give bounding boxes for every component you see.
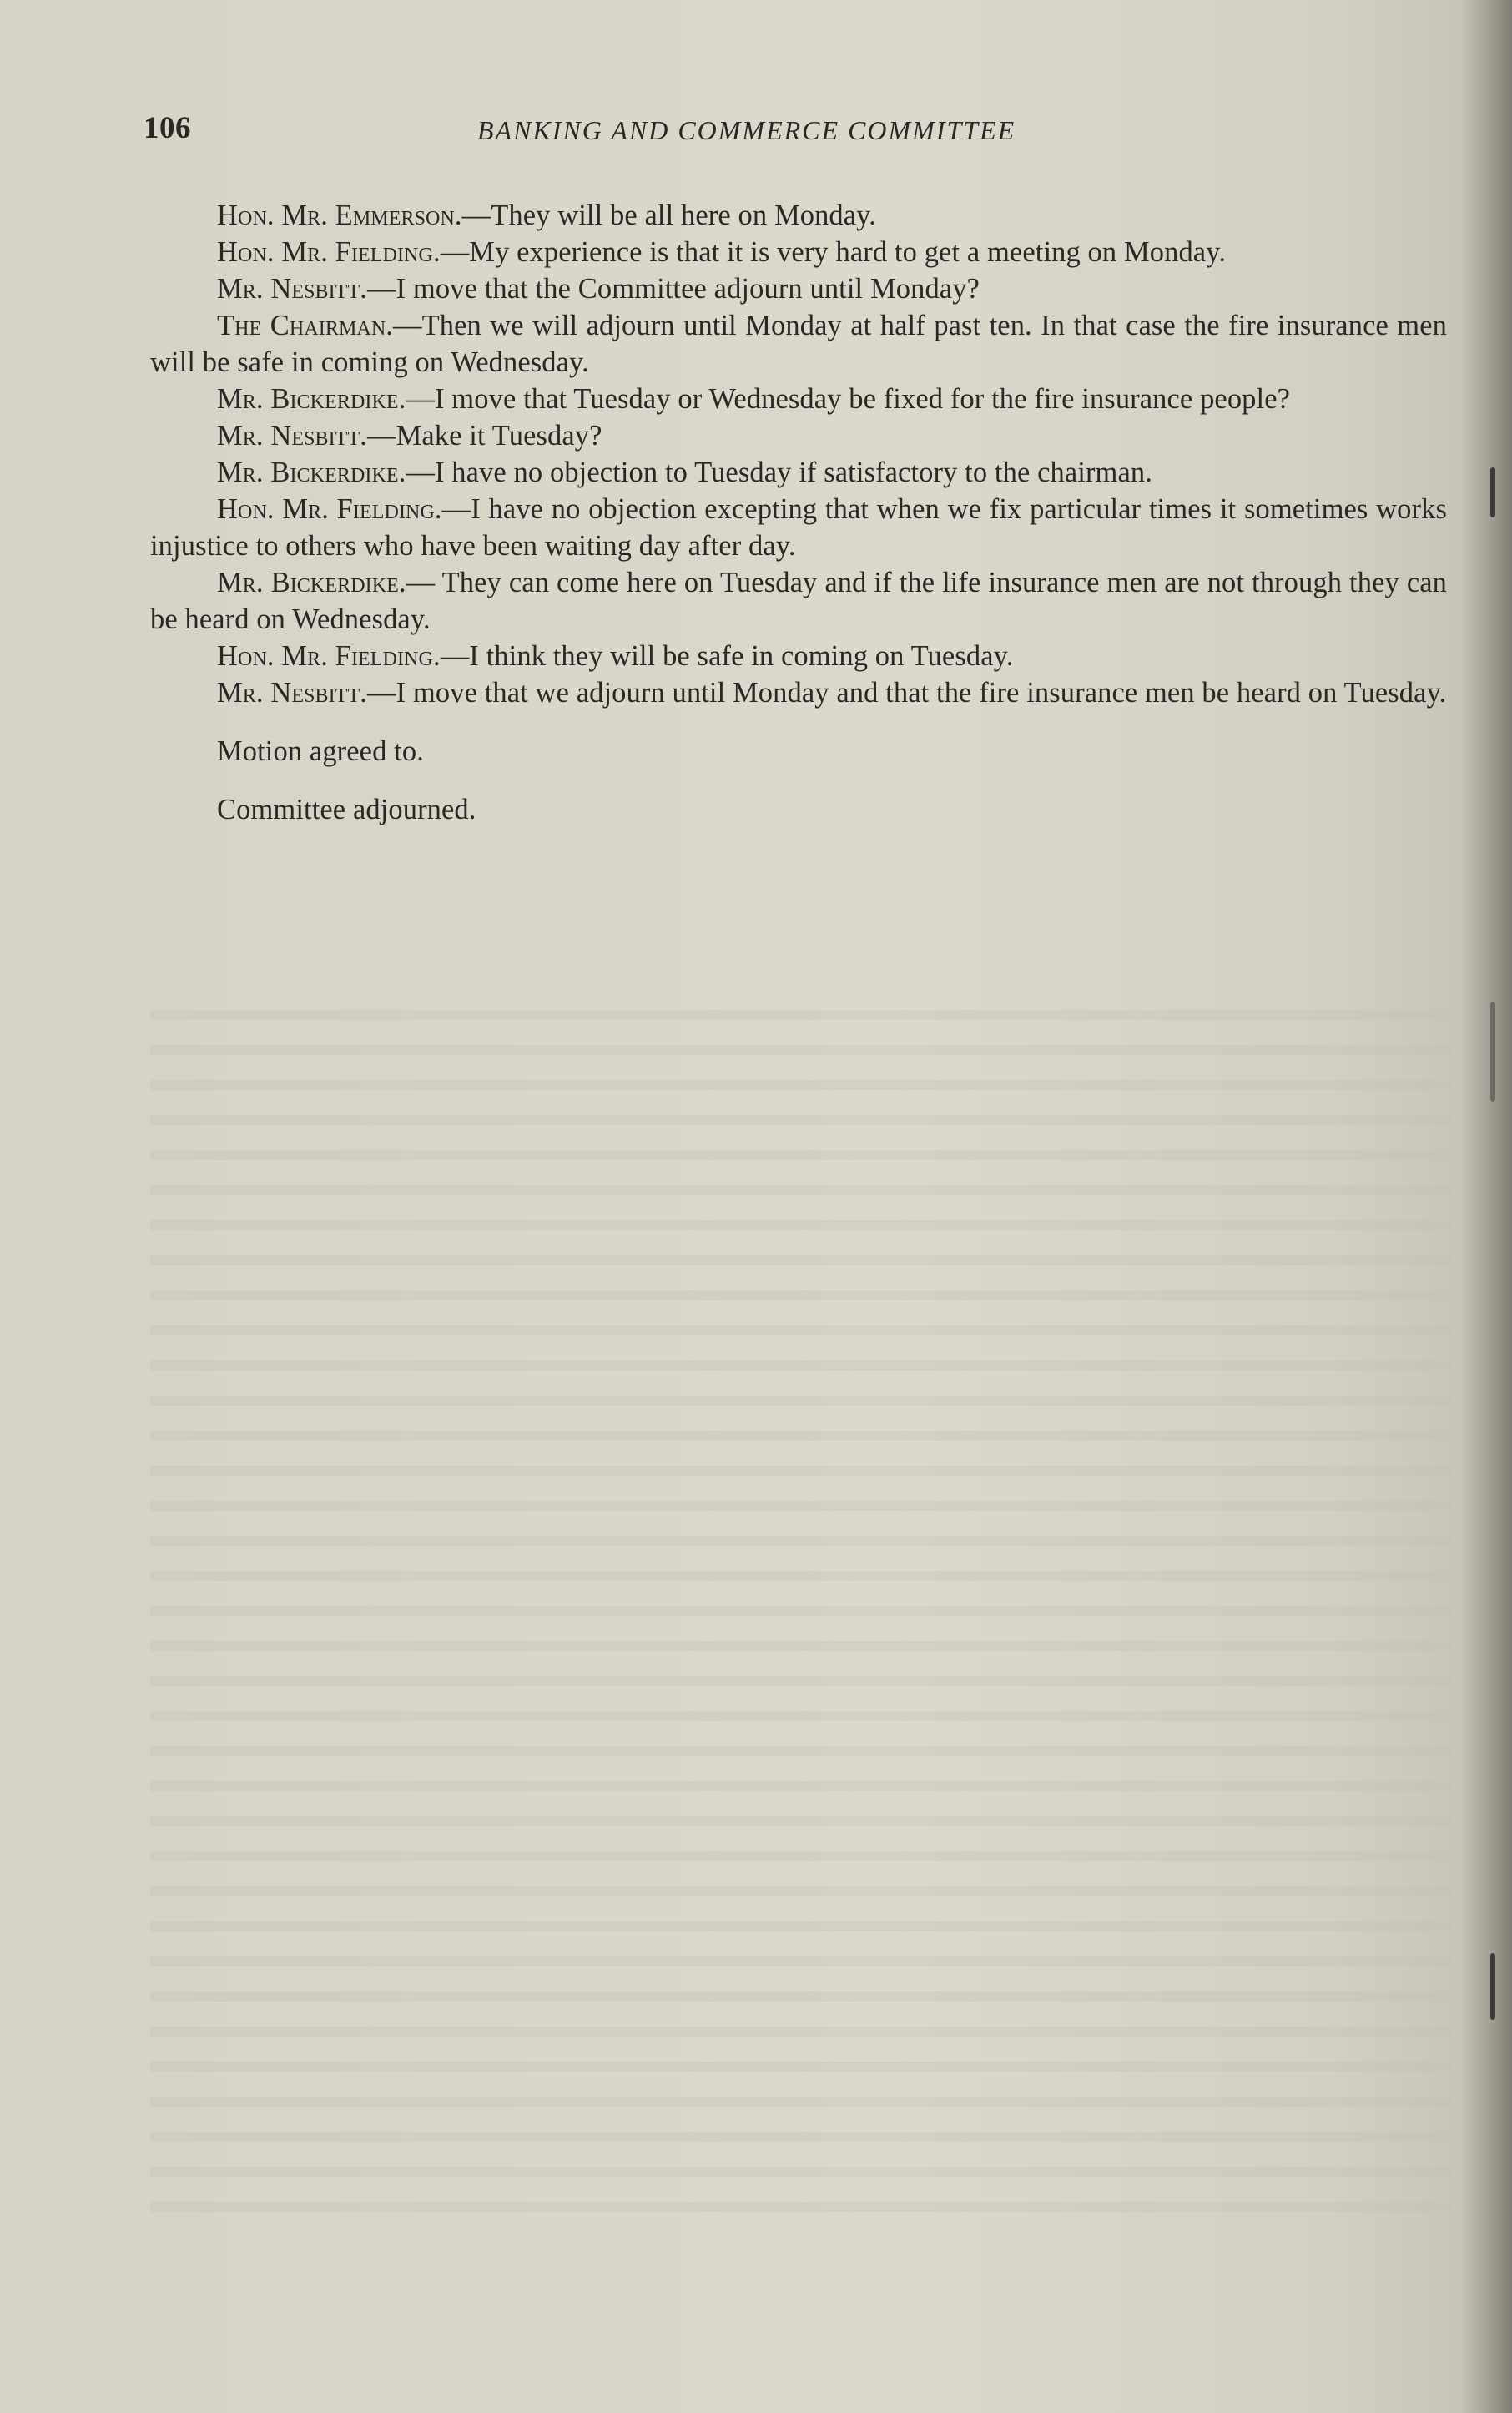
running-head: BANKING AND COMMERCE COMMITTEE (477, 115, 1016, 145)
edge-mark (1490, 1002, 1495, 1102)
transcript-paragraph (150, 417, 1447, 454)
speaker-name: Mr. Nesbitt. (217, 420, 368, 452)
transcript-paragraph (150, 270, 1447, 307)
speaker-name: Hon. Mr. Fielding. (217, 236, 441, 268)
edge-mark (1490, 1953, 1495, 2020)
speaker-name: Mr. Bickerdike. (217, 383, 406, 415)
speaker-name: Mr. Bickerdike. (217, 567, 406, 598)
speaker-name: Mr. Nesbitt. (217, 677, 368, 709)
transcript-body (150, 197, 1447, 828)
transcript-paragraph (150, 197, 1447, 234)
speech-text: —Make it Tuesday? (367, 420, 602, 452)
speaker-name: Mr. Nesbitt. (217, 273, 368, 305)
transcript-paragraph (150, 674, 1447, 711)
speaker-name: Hon. Mr. Emmerson. (217, 199, 462, 231)
transcript-paragraph (150, 454, 1447, 491)
speech-text: —I move that we adjourn until Monday and that the fire insurance men be heard on Tuesday. (367, 677, 1447, 709)
transcript-paragraph (150, 491, 1447, 564)
speech-text: —I have no objection excepting that when we fix particular times it sometimes works injustice to others who have been waiting day after day. (150, 493, 1447, 562)
bleed-through-texture (150, 985, 1452, 2237)
page-header (144, 110, 1445, 152)
transcript-paragraph (150, 234, 1447, 270)
transcript-paragraph (150, 564, 1447, 638)
speech-text: —I move that the Committee adjourn until Monday? (367, 273, 980, 305)
speech-text: —Then we will adjourn until Monday at half past ten. In that case the fire insurance men will be safe in coming on Wednesday. (150, 310, 1447, 378)
page-number: 106 (144, 111, 191, 145)
transcript-paragraph (150, 307, 1447, 381)
binding-edge-shadow (1460, 0, 1512, 2413)
speaker-name: Mr. Bickerdike. (217, 457, 406, 488)
speaker-name: Hon. Mr. Fielding. (217, 640, 441, 672)
speech-text: —I have no objection to Tuesday if satisfactory to the chairman. (406, 457, 1152, 488)
transcript-paragraph (150, 638, 1447, 674)
edge-mark (1490, 467, 1495, 517)
transcript-paragraph (150, 381, 1447, 417)
speaker-name: The Chairman. (217, 310, 393, 341)
speaker-name: Hon. Mr. Fielding. (217, 493, 442, 525)
adjourned-line: Committee adjourned. (217, 794, 476, 825)
speech-text: —They will be all here on Monday. (461, 199, 877, 231)
motion-line: Motion agreed to. (217, 735, 424, 767)
speech-text: — They can come here on Tuesday and if the life insurance men are not through they can be heard on Wednesday. (150, 567, 1447, 635)
speech-text: —I move that Tuesday or Wednesday be fixed for the fire insurance people? (406, 383, 1291, 415)
speech-text: —My experience is that it is very hard to get a meeting on Monday. (440, 236, 1227, 268)
speech-text: —I think they will be safe in coming on Tuesday. (440, 640, 1014, 672)
